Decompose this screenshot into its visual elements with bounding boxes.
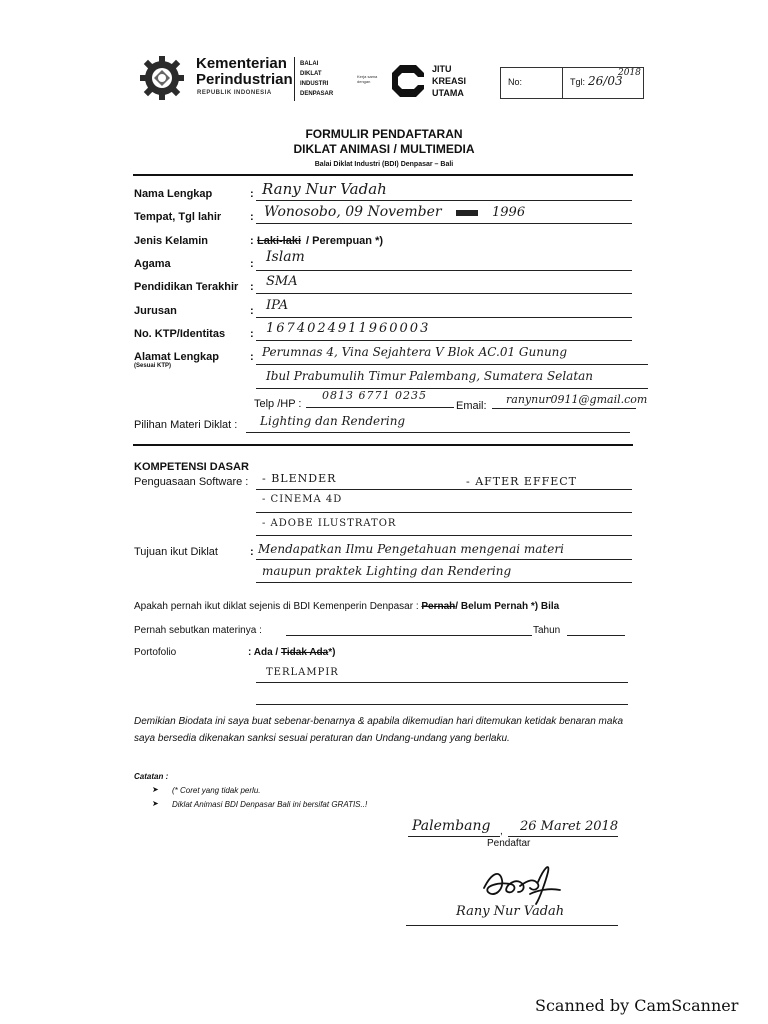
- label-pendaftar: Pendaftar: [487, 838, 531, 849]
- line-pendidikan: [256, 293, 632, 294]
- software-1: - BLENDER: [262, 472, 337, 485]
- label-tujuan: Tujuan ikut Diklat: [134, 546, 218, 558]
- label-sebutkan: Pernah sebutkan materinya :: [134, 625, 262, 636]
- label-nama: Nama Lengkap: [134, 188, 213, 200]
- value-telp: 0813 6771 0235: [322, 389, 427, 402]
- number-label: No:: [508, 77, 523, 87]
- colon: :: [250, 305, 254, 317]
- balai-line1: BALAI: [300, 61, 319, 67]
- jitu-logo-icon: [390, 63, 426, 99]
- tujuan-line1: Mendapatkan Ilmu Pengetahuan mengenai materi: [258, 542, 564, 556]
- software-2: - AFTER EFFECT: [466, 475, 578, 488]
- value-pendidikan: SMA: [266, 274, 298, 289]
- line-date: [508, 836, 618, 837]
- pernah-text: Apakah pernah ikut diklat sejenis di BDI Kemenperin Denpasar :: [134, 601, 419, 612]
- line-alamat-2: [256, 388, 648, 389]
- value-portofolio: TERLAMPIR: [266, 667, 339, 678]
- label-portofolio: Portofolio: [134, 647, 177, 658]
- jitu-line1: JITU: [432, 64, 452, 74]
- label-alamat-sub: (Sesuai KTP): [134, 363, 172, 369]
- portofolio-options: [248, 647, 335, 658]
- line-portofolio-1: [256, 682, 628, 683]
- balai-line2: DIKLAT: [300, 71, 322, 77]
- ministry-name-line2: Perindustrian: [196, 71, 293, 88]
- value-agama: Islam: [266, 249, 305, 265]
- colon: :: [250, 211, 254, 223]
- handwritten-signature-icon: [478, 858, 562, 908]
- date-value: 26/03: [588, 74, 623, 88]
- sign-place: Palembang: [412, 818, 491, 834]
- label-alamat: Alamat Lengkap: [134, 351, 219, 363]
- colon: :: [250, 351, 254, 363]
- sign-date: 26 Maret 2018: [520, 819, 619, 834]
- software-3: - CINEMA 4D: [262, 494, 343, 505]
- option-ada: : Ada /: [248, 647, 279, 658]
- line-software-2: [256, 512, 632, 513]
- line-agama: [256, 270, 632, 271]
- catatan-heading: Catatan :: [134, 772, 169, 781]
- catatan-item1: (* Coret yang tidak perlu.: [172, 786, 261, 795]
- colon: :: [250, 328, 254, 340]
- value-jurusan: IPA: [266, 298, 289, 313]
- pernah-question: [134, 601, 559, 612]
- value-email: ranynur0911@gmail.com: [506, 393, 648, 406]
- title-divider: [133, 174, 633, 176]
- line-tujuan-1: [256, 559, 632, 560]
- colon: :: [250, 188, 254, 200]
- line-place: [408, 836, 500, 837]
- label-software: Penguasaan Software :: [134, 476, 249, 488]
- label-materi: Pilihan Materi Diklat :: [134, 419, 238, 431]
- line-jurusan: [256, 317, 632, 318]
- option-tidak-ada: Tidak Ada: [280, 647, 329, 658]
- line-ktp: [256, 340, 632, 341]
- value-alamat-line2: Ibul Prabumulih Timur Palembang, Sumatera Selatan: [266, 369, 594, 383]
- date-year: 2018: [618, 68, 641, 78]
- label-tahun: Tahun: [533, 625, 561, 636]
- camscanner-watermark: Scanned by CamScanner: [535, 996, 739, 1015]
- number-box-divider: [562, 67, 563, 99]
- colon: :: [250, 281, 254, 293]
- value-nama: Rany Nur Vadah: [262, 180, 387, 198]
- line-alamat-1: [256, 364, 648, 365]
- colon: :: [250, 258, 254, 270]
- line-tujuan-2: [256, 582, 632, 583]
- option-ada-end: *): [328, 647, 336, 658]
- ministry-gear-logo-icon: [138, 54, 186, 102]
- colon: :: [250, 235, 254, 247]
- form-title: FORMULIR PENDAFTARAN: [305, 127, 463, 141]
- line-tahun: [567, 635, 625, 636]
- form-subtitle: DIKLAT ANIMASI / MULTIMEDIA: [293, 142, 475, 156]
- bullet-arrow-icon: ➤: [152, 799, 159, 808]
- ministry-country: REPUBLIK INDONESIA: [197, 90, 272, 96]
- label-agama: Agama: [134, 258, 171, 270]
- label-ttl: Tempat, Tgl lahir: [134, 211, 222, 223]
- ministry-name-line1: Kementerian: [196, 55, 287, 72]
- line-nama: [256, 200, 632, 201]
- line-materi: [246, 432, 630, 433]
- value-alamat-line1: Perumnas 4, Vina Sejahtera V Blok AC.01 Gunung: [262, 345, 568, 359]
- header-divider: [294, 57, 295, 101]
- option-laki-laki: Laki-laki: [257, 235, 302, 247]
- line-email: [492, 408, 636, 409]
- value-ttl: Wonosobo, 09 November: [264, 204, 442, 220]
- label-email: Email:: [456, 400, 487, 412]
- sign-name: Rany Nur Vadah: [456, 904, 565, 919]
- label-telp: Telp /HP :: [254, 398, 302, 410]
- kerja-sama-note: Kerja sama dengan: [357, 74, 378, 84]
- value-ttl-year: 1996: [492, 205, 526, 220]
- label-ktp: No. KTP/Identitas: [134, 328, 226, 340]
- value-materi: Lighting dan Rendering: [260, 414, 406, 428]
- label-pendidikan: Pendidikan Terakhir: [134, 281, 239, 293]
- date-label: Tgl:: [570, 77, 586, 87]
- line-materi-sebelumnya: [286, 635, 532, 636]
- form-institution: Balai Diklat Industri (BDI) Denpasar – Bali: [314, 161, 454, 168]
- option-perempuan: / Perempuan *): [306, 235, 384, 247]
- software-4: - ADOBE ILUSTRATOR: [262, 518, 397, 529]
- statement-text: Demikian Biodata ini saya buat sebenar-benarnya & apabila dikemudian hari ditemukan ketidak benaran maka saya bersedia dikenakan sanksi sesuai peraturan dan Undang-undang yang berlaku.: [134, 716, 624, 744]
- jitu-line3: UTAMA: [432, 88, 464, 98]
- option-pernah: Pernah: [421, 601, 456, 612]
- line-telp: [306, 407, 454, 408]
- option-belum-pernah: / Belum Pernah *) Bila: [455, 601, 560, 612]
- bullet-arrow-icon: ➤: [152, 785, 159, 794]
- colon: :: [250, 546, 254, 558]
- balai-line3: INDUSTRI: [300, 81, 329, 87]
- jitu-line2: KREASI: [432, 76, 467, 86]
- scribble-out: [456, 210, 478, 216]
- label-jurusan: Jurusan: [134, 305, 177, 317]
- line-portofolio-2: [256, 704, 628, 705]
- kompetensi-heading: KOMPETENSI DASAR: [134, 461, 249, 473]
- catatan-item2: Diklat Animasi BDI Denpasar Bali ini bersifat GRATIS..!: [172, 800, 368, 809]
- value-ktp: 1674024911960003: [266, 321, 431, 336]
- balai-line4: DENPASAR: [300, 91, 334, 97]
- line-ttl: [256, 223, 632, 224]
- label-jenis-kelamin: Jenis Kelamin: [134, 235, 208, 247]
- tujuan-line2: maupun praktek Lighting dan Rendering: [262, 564, 512, 578]
- line-software-3: [256, 535, 632, 536]
- comma: ,: [500, 826, 503, 837]
- line-software-1: [256, 489, 632, 490]
- line-sign-name: [406, 925, 618, 926]
- section-divider: [133, 444, 633, 446]
